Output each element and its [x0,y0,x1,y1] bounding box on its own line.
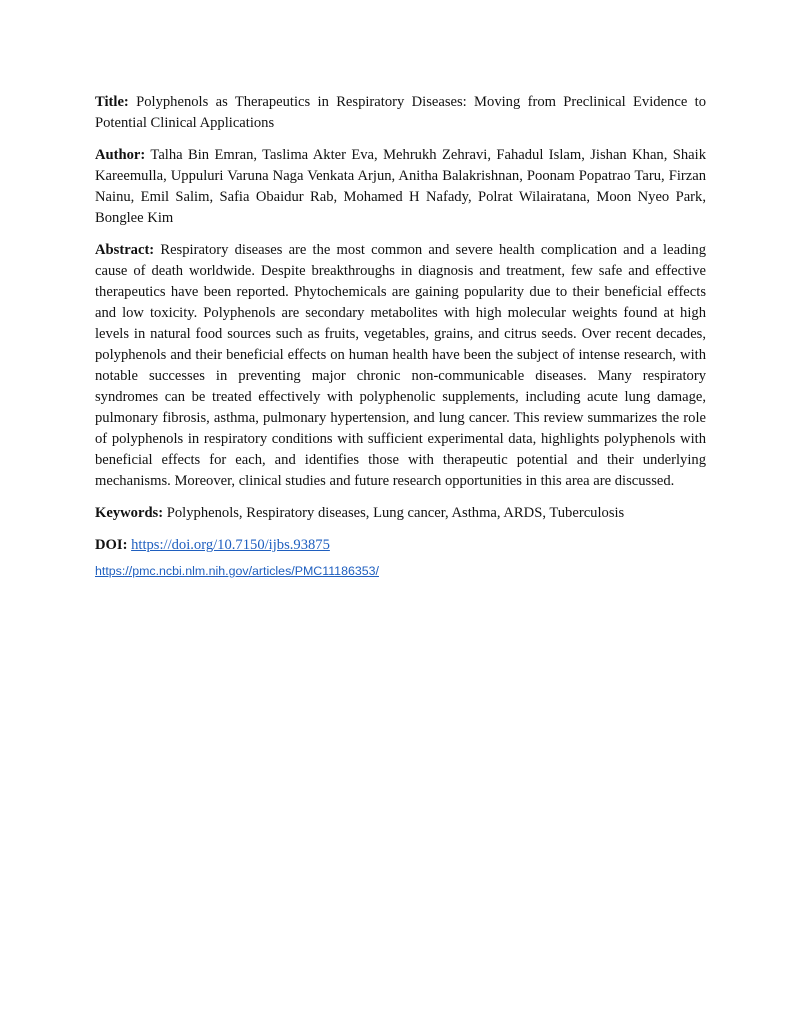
keywords-label: Keywords: [95,505,164,521]
abstract-paragraph [95,240,706,492]
title-label: Title: [95,94,129,110]
doi-paragraph [95,535,706,556]
author-paragraph [95,145,706,229]
document-content [95,92,706,580]
title-paragraph [95,92,706,134]
abstract-label: Abstract: [95,242,155,258]
author-list: Talha Bin Emran, Taslima Akter Eva, Mehrukh Zehravi, Fahadul Islam, Jishan Khan, Shaik Kareemulla, Uppuluri Varuna Naga Venkata Arjun, Anitha Balakrishnan, Poonam Popatrao Taru, Firzan Nainu, Emil Salim, Safia Obaidur Rab, Mohamed H Nafady, Polrat Wilairatana, Moon Nyeo Park, Bonglee Kim [95,147,707,226]
pmc-article-link[interactable]: https://pmc.ncbi.nlm.nih.gov/articles/PMC11186353/ [95,564,379,578]
title-text: Polyphenols as Therapeutics in Respiratory Diseases: Moving from Preclinical Evidence to Potential Clinical Applications [95,94,706,131]
doi-label: DOI: [95,537,128,553]
keywords-text: Polyphenols, Respiratory diseases, Lung cancer, Asthma, ARDS, Tuberculosis [166,505,625,521]
author-label: Author: [95,147,146,163]
doi-link[interactable]: https://doi.org/10.7150/ijbs.93875 [131,537,330,553]
abstract-text: Respiratory diseases are the most common and severe health complication and a leading cause of death worldwide. Despite breakthroughs in diagnosis and treatment, few safe and effective therapeutics have been reported. Phytochemicals are gaining popularity due to their beneficial effects and low toxicity. Polyphenols are secondary metabolites with high molecular weights found at high levels in natural food sources such as fruits, vegetables, grains, and citrus seeds. Over recent decades, polyphenols and their beneficial effects on human health have been the subject of intense research, with notable successes in preventing major chronic non-communicable diseases. Many respiratory syndromes can be treated effectively with polyphenolic supplements, including acute lung damage, pulmonary fibrosis, asthma, pulmonary hypertension, and lung cancer. This review summarizes the role of polyphenols in respiratory conditions with sufficient experimental data, highlights polyphenols with beneficial effects for each, and identifies those with therapeutic potential and their underlying mechanisms. Moreover, clinical studies and future research opportunities in this area are discussed. [95,242,706,489]
keywords-paragraph [95,503,706,524]
